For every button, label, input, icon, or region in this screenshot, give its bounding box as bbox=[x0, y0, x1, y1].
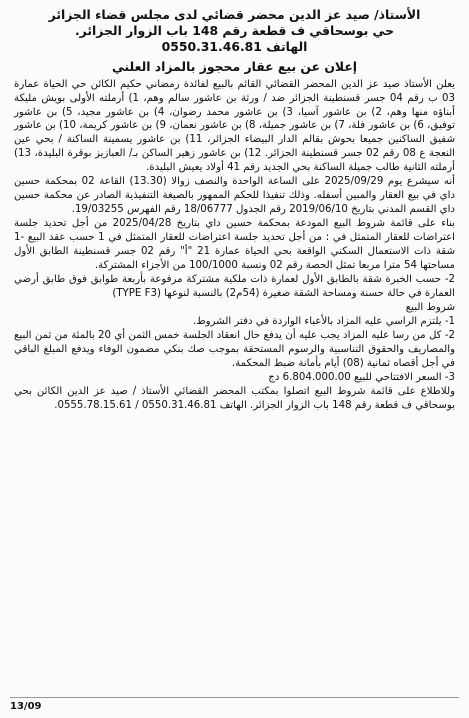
closing-paragraph: وللاطلاع على قائمة شروط البيع اتصلوا بمكتب المحضر القضائي الأستاذ / صيد عز الدين الكائن بحي بوسحاقي ف قطعة رقم 148 باب الزوار الجزائر. الهاتف 0550.31.46.81 / 0555.78.15.61. bbox=[14, 385, 455, 411]
sale-notice-paragraph: أنه سيشرع يوم 2025/09/29 على الساعة الواحدة والنصف زوالا (13.30) القاعة 02 بمحكمة حسين داي في بيع العقار والمبين أسفله. وذلك تنفيذا للحكم الممهور بالصيغة التنفيذية الصادر عن محكمة حسين داي القسم المدني بتاريخ 2019/06/10 رقم الجدول 18/06777 رقم الفهرس 19/03255. bbox=[14, 176, 455, 216]
header-line-phone: الهاتف 0550.31.46.81 bbox=[161, 39, 308, 55]
page-number: 13/09 bbox=[10, 701, 42, 712]
footer-divider bbox=[10, 697, 459, 698]
notice-title: إعلان عن بيع عقار محجوز بالمزاد العلني bbox=[111, 58, 358, 74]
terms-title: شروط البيع bbox=[405, 301, 455, 313]
bailiff-header bbox=[14, 7, 455, 56]
header-line-address: حي بوسحاقي ف قطعة رقم 148 باب الزوار الجزائر. bbox=[74, 23, 395, 39]
header-line-bailiff: الأستاذ/ صيد عز الدين محضر قضائي لدى مجلس قضاء الجزائر bbox=[48, 7, 421, 22]
term-item: 3- السعر الافتتاحي للبيع 6.804.000.00 دج bbox=[268, 371, 455, 383]
conditions-paragraph: بناء على قائمة شروط البيع المودعة بمحكمة حسين داي بتاريخ 2025/04/28 من أجل تحديد جلسة اعتراضات للعقار المتمثل في : من أجل تحديد جلسة اعتراضات للعقار المتمثل في 1 حسب عقد البيع -1 شقة ذات الاستعمال السكني الواقعة بحي الحياة عمارة 21 "أ" رقم 02 جسر قسنطينة الطابق الأول مساحتها 54 مترا مربعا تمثل الحصة رقم 02 ونسبة 100/1000 من الأجزاء المشتركة. bbox=[14, 218, 455, 271]
expertise-paragraph: 2- حسب الخبرة شقة بالطابق الأول لعمارة ذات ملكية مشتركة مرفوعة بأربعة طوابق فوق طابق أرضي العمارة في حالة حسنة ومساحة الشقة صغيرة (54م2) بالنسبة لنوعها (TYPE F3) bbox=[14, 273, 455, 299]
intro-paragraph: يعلن الأستاذ صيد عز الدين المحضر القضائي القائم بالبيع لفائدة رمضاني حكيم الكائن حي الحياة عمارة 03 ب رقم 04 جسر قسنطينة الجزائر ضد / ورثة بن عاشور سالم وهم، 1) أرملته الأولى بويش مليكة أبناؤه منها وهم، 2) بن عاشور آسيا، 3) بن عاشور محمد رضوان، 4) بن عاشور مجيد، 5) بن عاشور توفيق، 6) بن عاشور فلة، 7) بن عاشور جميلة، 8) بن عاشور نعمان، 9) بن عاشور كريمة، 10) بن عاشور شفيق الساكنين جميعا بحوش بقالم الدار البيضاء الجزائر، 11) بن عاشور يسمينة الساكنة / بحي عين النعجة ع 08 رقم 02 جسر قسنطينة الجزائر. 12) بن عاشور زهير الساكن بـ/ العبازيز بوقرة البليدة، 13) أرملته الثانية طالب جميلة الساكنة بحي الجديد رقم 41 أولاد يعيش البليدة. bbox=[14, 78, 456, 174]
notice-body bbox=[14, 78, 455, 413]
term-item: 2- كل من رسا عليه المزاد يجب عليه أن يدفع حال انعقاد الجلسة خمس الثمن أي 20 بالمئة من ثمن البيع والمصاريف والحقوق التناسبية والرسوم المستحقة بموجب صك بنكي مضمون الوفاء ويدفع المبلغ الباقي في أجل أقصاه ثمانية (08) أيام بأمانة ضبط المحكمة. bbox=[14, 329, 455, 369]
term-item: 1- يلتزم الراسي عليه المزاد بالأعباء الواردة في دفتر الشروط. bbox=[192, 315, 455, 327]
